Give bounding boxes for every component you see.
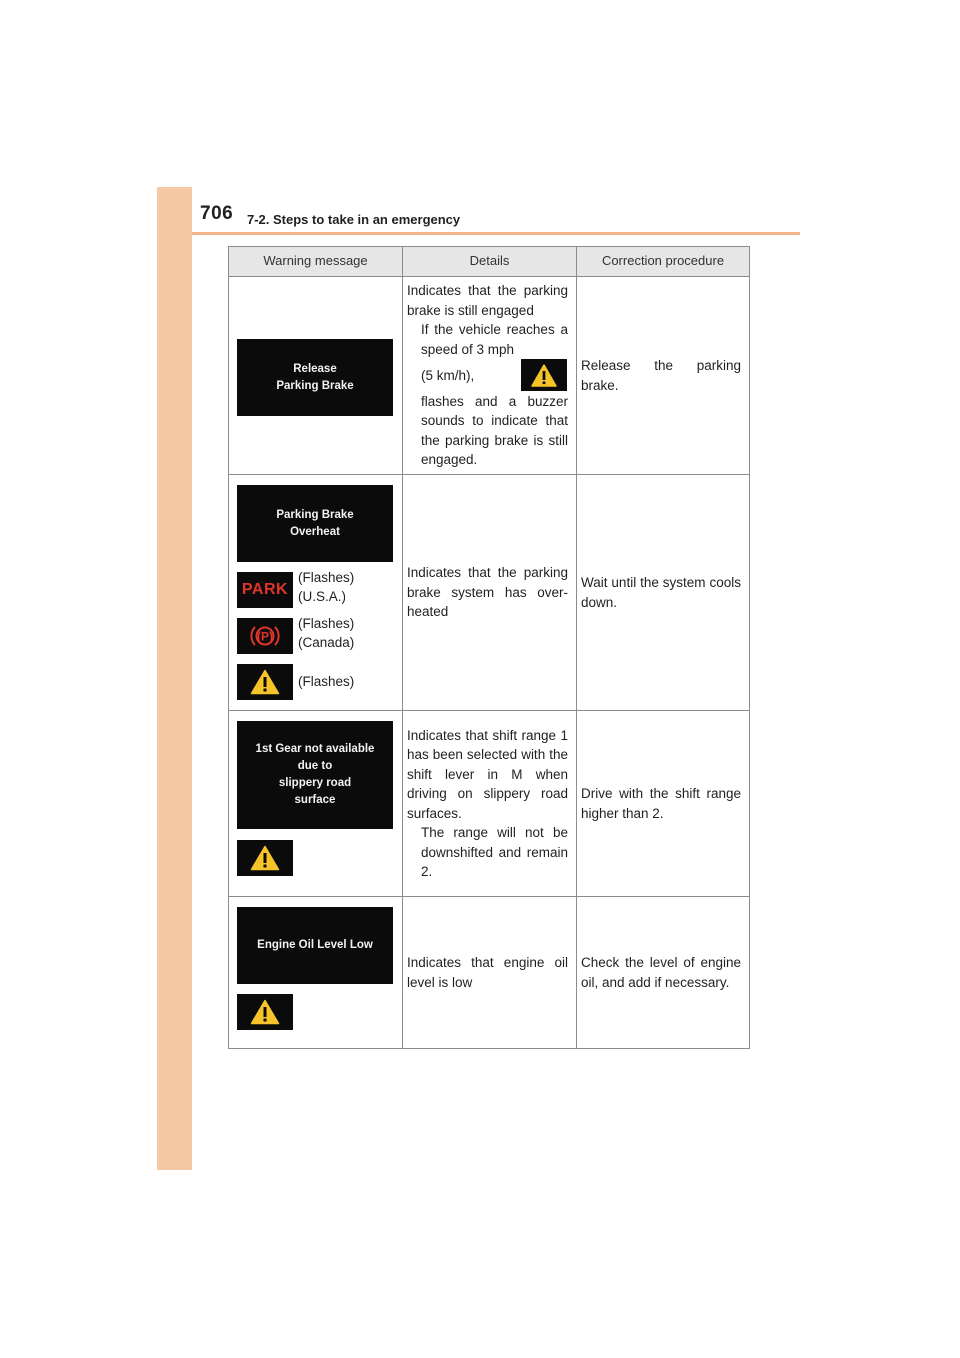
warning-triangle-icon [237, 994, 293, 1030]
p-brake-circle-icon [237, 618, 293, 654]
correction-cell [577, 897, 750, 1049]
header-rule [192, 232, 800, 235]
display-line: Overheat [290, 525, 340, 538]
table-header-row [229, 247, 750, 277]
page-number: 706 [200, 203, 234, 224]
details-subtext: flashes and a buzzer sounds to indicate that the parking brake is still engaged. [421, 393, 568, 467]
details-cell [403, 277, 577, 475]
section-title: 7-2. Steps to take in an emergency [247, 212, 461, 227]
display-line: 1st Gear not available [255, 743, 375, 755]
details-cell [403, 711, 577, 897]
warning-message-cell [229, 897, 403, 1049]
display-line: Parking Brake [276, 379, 354, 392]
correction-cell [577, 277, 750, 475]
display-line: surface [294, 794, 336, 806]
warning-message-cell [229, 475, 403, 711]
warning-triangle-icon [237, 840, 293, 876]
correction-cell [577, 475, 750, 711]
details-cell [403, 897, 577, 1049]
display-line: slippery road [278, 777, 352, 789]
display-line: Release [293, 362, 337, 375]
details-text: Indicates that engine oil level is low [407, 955, 568, 990]
display-parking-brake-overheat [237, 485, 393, 562]
table-row [229, 711, 750, 897]
details-subtext: The range will not be downshifted and remain 2. [421, 825, 568, 879]
p-glyph: (P) [257, 629, 273, 644]
warning-message-table [228, 246, 750, 1049]
warning-message-cell [229, 711, 403, 897]
park-text: PARK [241, 581, 289, 598]
display-line: due to [297, 760, 333, 772]
correction-text: Drive with the shift range higher than 2. [581, 786, 741, 821]
details-subtext: If the vehicle reaches a speed of 3 mph [421, 322, 568, 357]
warning-message-cell [229, 277, 403, 475]
display-line: Engine Oil Level Low [257, 939, 373, 951]
details-text: Indicates that the parking brake system has over-heated [407, 565, 568, 620]
warning-triangle-icon [237, 664, 293, 700]
correction-text: Check the level of engine oil, and add if necessary. [581, 955, 741, 990]
table-row [229, 897, 750, 1049]
column-header-correction: Correction procedure [577, 247, 750, 277]
details-text: Indicates that shift range 1 has been selected with the shift lever in M when driving on slippery road surfaces. [407, 727, 568, 821]
table-row [229, 277, 750, 475]
display-line: Parking Brake [276, 508, 354, 521]
correction-text: Release the parking brake. [581, 358, 741, 393]
indicator-label: (Flashes) [298, 674, 355, 689]
park-text-icon [237, 572, 293, 608]
display-1st-gear-not-available [237, 721, 393, 829]
display-release-parking-brake [237, 339, 393, 416]
indicator-label: (Flashes) (Canada) [298, 616, 355, 650]
side-color-band [157, 187, 192, 1170]
warning-triangle-icon [521, 359, 567, 391]
column-header-warning-message: Warning message [229, 247, 403, 277]
correction-cell [577, 711, 750, 897]
details-subtext: (5 km/h), [421, 368, 475, 383]
indicator-label: (Flashes) (U.S.A.) [298, 570, 355, 604]
details-text: Indicates that the parking brake is still engaged [407, 283, 568, 318]
table-row [229, 475, 750, 711]
column-header-details: Details [403, 247, 577, 277]
display-engine-oil-level-low [237, 907, 393, 984]
details-cell [403, 475, 577, 711]
correction-text: Wait until the system cools down. [581, 575, 741, 610]
